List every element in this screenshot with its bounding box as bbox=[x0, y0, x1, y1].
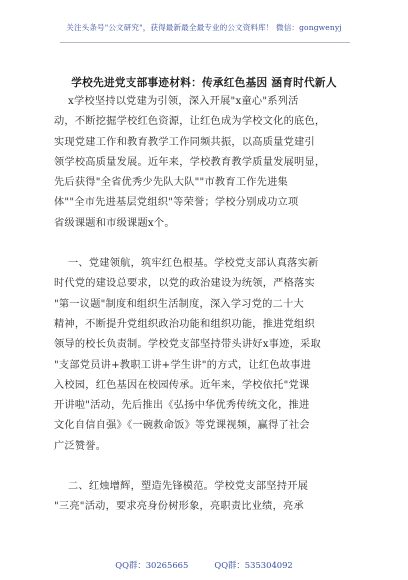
document-body bbox=[54, 92, 354, 518]
text-line: 入校园，红色基因在校园传承。近年来，学校依托"党课 bbox=[54, 379, 310, 391]
header-banner: 关注头条号"公文研究"，获得最新最全最专业的公文资料库！ 微信：gongwenyj bbox=[66, 23, 342, 32]
text-line: 广泛赞誉。 bbox=[54, 440, 107, 452]
text-line: 动，不断挖掘学校红色资源，让红色成为学校文化的底色， bbox=[54, 116, 326, 128]
qq-group-left: QQ群：30265665 bbox=[115, 560, 189, 570]
text-line: "第一议题"制度和组织生活制度，深入学习党的二十大 bbox=[54, 298, 304, 310]
text-line: 领导的校长负责制。学校党支部坚持带头讲好x事迹，采取 bbox=[54, 339, 321, 351]
text-line: 文化自信自强》《一碗救命饭》等党课视频，赢得了社会 bbox=[54, 420, 310, 432]
text-line: 开讲啦"活动，先后推出《弘扬中华优秀传统文化，推进 bbox=[54, 400, 310, 412]
text-line: x学校坚持以党建为引领，深入开展"x童心"系列活 bbox=[54, 96, 299, 107]
qq-group-right: QQ群：535304092 bbox=[214, 560, 293, 570]
header-divider bbox=[60, 42, 350, 43]
document-title: 学校先进党支部事迹材料：传承红色基因 涵育时代新人 bbox=[71, 77, 337, 89]
text-line: 领学校高质量发展。近年来，学校教育教学质量发展明显， bbox=[54, 156, 326, 168]
paragraph-gap bbox=[54, 457, 354, 477]
text-line: 体""全市先进基层党组织"等荣誉；学校分别成功立项 bbox=[54, 197, 299, 209]
paragraph-intro bbox=[54, 92, 354, 234]
text-line: 省级课题和市级课题x个。 bbox=[54, 217, 175, 229]
text-line: 时代党的建设总要求，以党的政治建设为统领，严格落实 bbox=[54, 278, 315, 290]
text-line: "支部党员讲+教职工讲+学生讲"的方式，让红色故事进 bbox=[54, 359, 312, 371]
text-line: 一、党建领航，筑牢红色根基。学校党支部认真落实新 bbox=[54, 258, 319, 270]
text-line: 精神，不断提升党组织政治功能和组织功能，推进党组织 bbox=[54, 318, 315, 330]
paragraph-section-one bbox=[54, 254, 354, 457]
paragraph-section-two bbox=[54, 477, 354, 518]
text-line: "三亮"活动，要求亮身份树形象，亮职责比业绩，亮承 bbox=[54, 501, 304, 513]
paragraph-gap bbox=[54, 234, 354, 254]
footer-qq-groups bbox=[0, 559, 408, 571]
text-line: 二、红烛增辉，塑造先锋模范。学校党支部坚持开展 bbox=[54, 481, 309, 493]
text-line: 先后获得"全省优秀少先队大队""市教育工作先进集 bbox=[54, 177, 288, 189]
text-line: 实现党建工作和教育教学工作同频共振，以高质量党建引 bbox=[54, 136, 315, 148]
